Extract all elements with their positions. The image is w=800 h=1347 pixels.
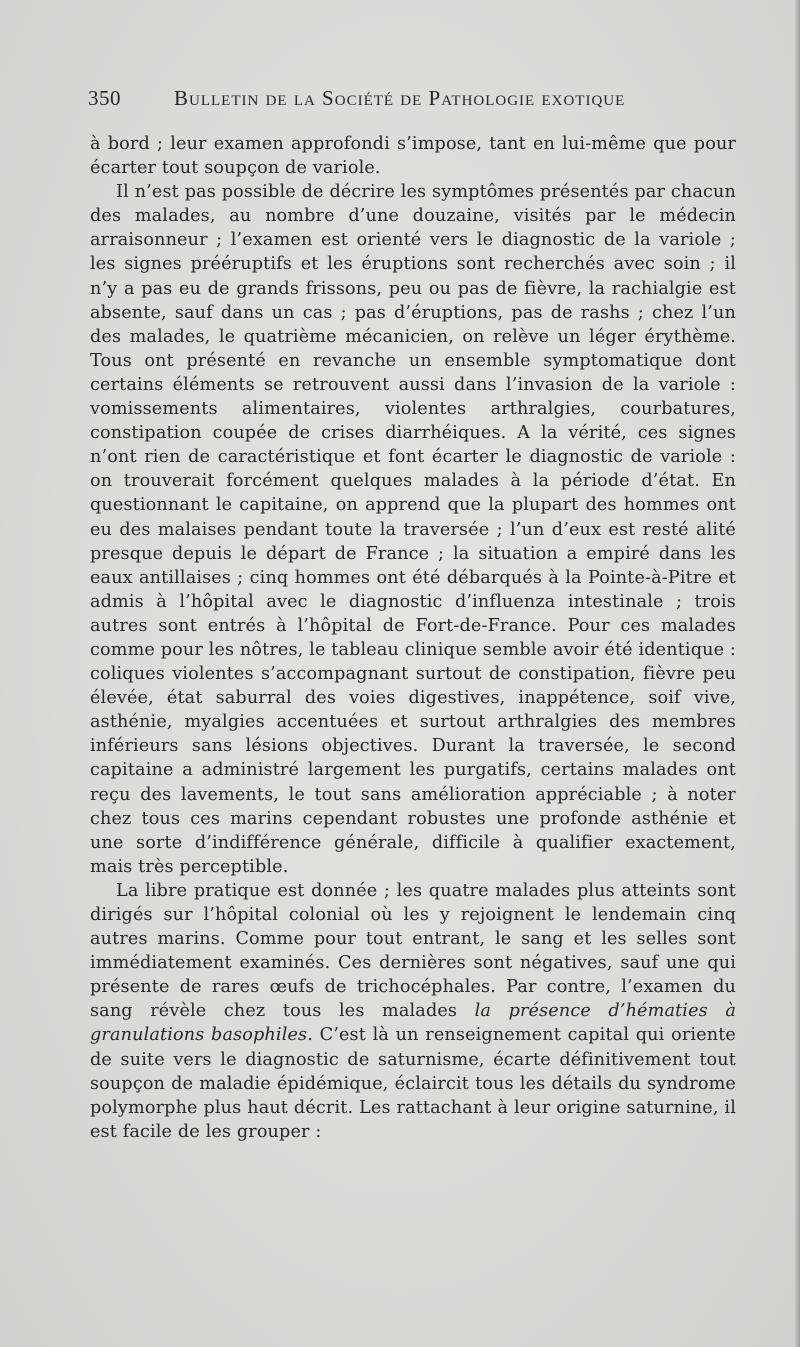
paragraph-text: La libre pratique est donnée ; les quatre malades plus atteints sont dirigés sur l’hôpital colonial où les y rejoignent le lendemain cinq autres marins. Comme pour tout entrant, le sang et les selles sont immédiatement examinés. Ces dernières sont négatives, sauf une qui présente de rares œufs de trichocéphales. Par contre, l’examen du sang révèle chez tous les malades [90,880,736,1022]
running-title: Bulletin de la Société de Pathologie exotique [174,86,626,110]
page-number: 350 [88,86,121,110]
italic-phrase: la présence d’hématies à granulations basophiles [90,1001,736,1046]
paragraph-text: . C’est là un renseignement capital qui oriente de suite vers le diagnostic de saturnisme, écarte définitivement tout soupçon de maladie épidémique, éclaircit tous les détails du syndrome polymorphe plus haut décrit. Les rattachant à leur origine saturnine, il est facile de les grouper : [90,1025,736,1142]
page-header [88,86,748,118]
body-text [90,132,736,1144]
paragraph-symptoms: Il n’est pas possible de décrire les symptômes présentés par chacun des malades, au nombre d’une douzaine, visités par le médecin arraisonneur ; l’examen est orienté vers le diagnostic de la variole ; les signes prééruptifs et les éruptions sont recherchés avec soin ; il n’y a pas eu de grands frissons, peu ou pas de fièvre, la rachialgie est absente, sauf dans un cas ; pas d’éruptions, pas de rashs ; chez l’un des malades, le quatrième mécanicien, on relève un léger érythème. Tous ont présenté en revanche un ensemble symptomatique dont certains éléments se retrouvent aussi dans l’invasion de la variole : vomissements alimentaires, violentes arthralgies, courbatures, constipation coupée de crises diarrhéiques. A la vérité, ces signes n’ont rien de caractéristique et font écarter le diagnostic de variole : on trouverait forcément quelques malades à la période d’état. En questionnant le capitaine, on apprend que la plupart des hommes ont eu des malaises pendant toute la traversée ; l’un d’eux est resté alité presque depuis le départ de France ; la situation a empiré dans les eaux antillaises ; cinq hommes ont été débarqués à la Pointe-à-Pitre et admis à l’hôpital avec le diagnostic d’influenza intestinale ; trois autres sont entrés à l’hôpital de Fort-de-France. Pour ces malades comme pour les nôtres, le tableau clinique semble avoir été identique : coliques violentes s’accompagnant surtout de constipation, fièvre peu élevée, état saburral des voies digestives, inappétence, soif vive, asthénie, myalgies accentuées et surtout arthralgies des membres inférieurs sans lésions objectives. Durant la traversée, le second capitaine a administré largement les purgatifs, certains malades ont reçu des lavements, le tout sans amélioration appréciable ; à noter chez tous ces marins cependant robustes une profonde asthénie et une sorte d’indifférence générale, difficile à qualifier exactement, mais très perceptible. [90,182,736,877]
paragraph-continued: à bord ; leur examen approfondi s’impose, tant en lui-même que pour écarter tout soupçon de variole. [90,134,736,179]
paragraph-diagnosis [90,879,736,1144]
